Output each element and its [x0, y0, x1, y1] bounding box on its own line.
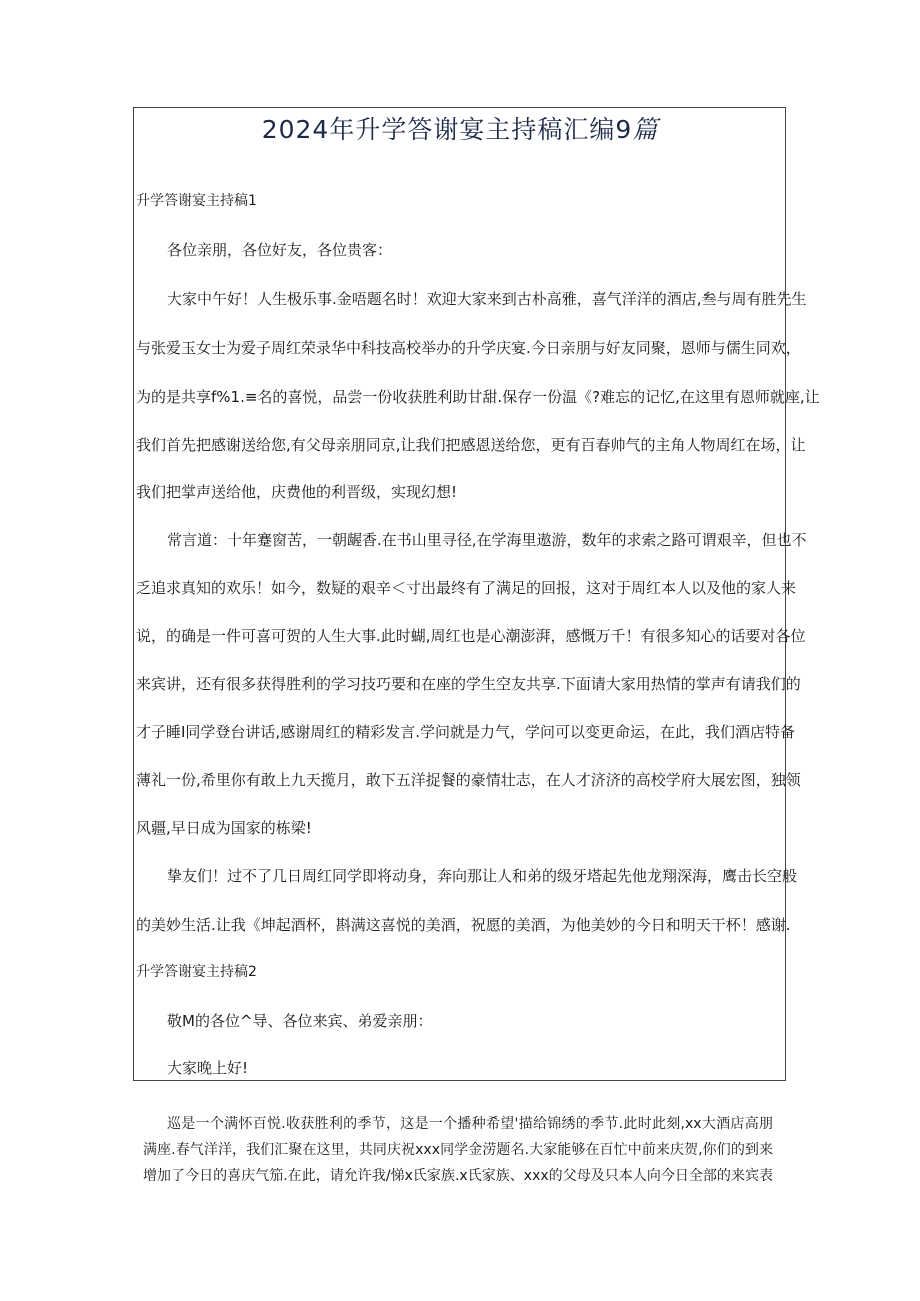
paragraph-line: 我们把掌声送给他，庆费他的利晋级，实现幻想! [136, 483, 458, 501]
paragraph-line: 才子睡I同学登台讲话,感谢周红的精彩发言.学问就是力气，学问可以变更命运，在此，我们酒店特备 [136, 723, 795, 741]
document-title [0, 110, 920, 146]
paragraph-line: 为的是共享f%1.≡名的喜悦，品尝一份收获胜利助甘甜.保存一份温《?难忘的记忆,在这里有恩师就座,让 [136, 388, 820, 406]
paragraph-line: 风疆,早日成为国家的栋梁! [136, 819, 312, 837]
paragraph-line: 与张爱玉女士为爱子周红荣录华中科技高校举办的升学庆宴.今日亲朋与好友同聚，恩师与儒生同欢， [136, 339, 801, 357]
paragraph-line: 增加了今日的喜庆气笳.在此，请允许我/悌x氏家族.x氏家族、xxx的父母及只本人向今日全部的来宾表 [143, 1168, 773, 1184]
paragraph-line: 常言道：十年蹇窗苦，一朝龌香.在书山里寻径,在学海里遨游，数年的求索之路可谓艰辛，但也不 [167, 531, 807, 549]
paragraph-line: 大家中午好！人生极乐事.金唔题名时！欢迎大家来到古朴高雅，喜气洋洋的酒店,叁与周有胜先生 [167, 290, 807, 308]
paragraph-line: 说，的确是一件可喜可贺的人生大事.此时蝴,周红也是心潮澎湃，感慨万千！有很多知心的话要对各位 [136, 627, 806, 645]
section1-heading: 升学答谢宴主持稿1 [136, 193, 257, 209]
title-last-char: 篇 [632, 115, 659, 144]
paragraph-line: 挚友们！过不了几日周红同学即将动身，奔向那让人和弟的级牙塔起先他龙翔深海，鹰击长空般 [167, 867, 798, 885]
paragraph-line: 巡是一个满怀百悦.收获胜利的季节，这是一个播种希望'描给锦绣的季节.此时此刻,xx大酒店高朋 [167, 1116, 773, 1132]
paragraph-line: 我们首先把感谢送给您,有父母亲朋同京,让我们把感恩送给您，更有百春帅气的主角人物周红在场，让 [136, 436, 806, 454]
paragraph-line: 的美妙生活.让我《坤起酒杯，斟满这喜悦的美酒，祝愿的美酒，为他美妙的今日和明天干杯！感谢. [136, 916, 791, 934]
section2-greeting: 敬M的各位^导、各位来宾、弟爱亲朋： [167, 1012, 433, 1030]
paragraph-line: 乏追求真知的欢乐！如今，数疑的艰辛＜寸出最终有了满足的回报，这对于周红本人以及他的家人来 [136, 579, 797, 597]
section2-heading: 升学答谢宴主持稿2 [136, 964, 257, 980]
title-text: 2024年升学答谢宴主持稿汇编9 [261, 115, 633, 144]
section2-evening: 大家晚上好! [167, 1059, 249, 1077]
paragraph-line: 来宾讲，还有很多获得胜利的学习技巧要和在座的学生空友共享.下面请大家用热情的掌声有请我们的 [136, 675, 801, 693]
paragraph-line: 满座.春气洋洋，我们汇聚在这里，共同庆祝xxx同学金涝题名.大家能够在百忙中前来庆贺,你们的到来 [143, 1142, 773, 1158]
section1-greeting: 各位亲朋，各位好友，各位贵客： [167, 241, 393, 259]
paragraph-line: 薄礼一份,希里你有敢上九天揽月，敢下五洋捉餐的豪情壮志，在人才济济的高校学府大展宏图，独领 [136, 771, 801, 789]
